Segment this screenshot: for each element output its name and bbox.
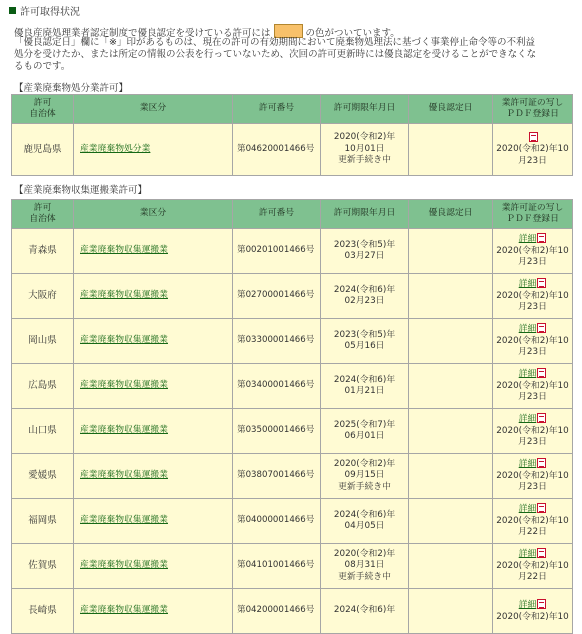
category-link[interactable]: 産業廃棄物収集運搬業 xyxy=(80,515,168,526)
cell-prefecture: 青森県 xyxy=(12,229,74,274)
pdf-icon[interactable] xyxy=(537,233,546,243)
col-header-pdf: 業許可証の写し ＰＤＦ登録日 xyxy=(493,95,573,124)
cell-prefecture: 長崎県 xyxy=(12,589,74,634)
detail-link[interactable]: 詳細 xyxy=(518,600,537,610)
col-header-prefecture: 許可 自治体 xyxy=(12,95,74,124)
cell-line: 2020(令和2)年10 xyxy=(496,380,569,391)
cell-prefecture: 岡山県 xyxy=(12,319,74,364)
cell-excellent-date xyxy=(409,229,493,274)
cell-pdf xyxy=(493,589,573,634)
cell-line: 月23日 xyxy=(518,392,547,403)
pdf-icon[interactable] xyxy=(537,548,546,558)
excellent-color-swatch xyxy=(274,24,303,38)
table-row xyxy=(12,589,573,634)
section-heading-text: 許可取得状況 xyxy=(20,6,80,18)
notice-text-before: 優良産廃処理業者認定制度で優良認定を受けている許可には xyxy=(14,28,271,39)
table-header-row xyxy=(12,95,573,124)
cell-line: 更新手続き中 xyxy=(338,481,391,492)
col-header-number: 許可番号 xyxy=(233,95,321,124)
cell-permit-number: 第02700001466号 xyxy=(233,274,321,319)
cell-excellent-date xyxy=(409,124,493,176)
cell-prefecture: 福岡県 xyxy=(12,499,74,544)
cell-pdf xyxy=(493,124,573,176)
cell-line: 2024(令和6)年 xyxy=(333,284,396,295)
pdf-icon[interactable] xyxy=(537,503,546,513)
category-link[interactable]: 産業廃棄物収集運搬業 xyxy=(80,425,168,436)
cell-line: 2020(令和2)年10 xyxy=(496,425,569,436)
collection-section-title: 【産業廃棄物収集運搬業許可】 xyxy=(14,185,148,196)
cell-excellent-date xyxy=(409,409,493,454)
cell-permit-number: 第03807001466号 xyxy=(233,454,321,499)
col-header-excellent: 優良認定日 xyxy=(409,200,493,229)
category-link[interactable]: 産業廃棄物収集運搬業 xyxy=(80,560,168,571)
cell-pdf xyxy=(493,364,573,409)
cell-line: 2020(令和2)年10 xyxy=(496,144,569,155)
cell-line: 2020(令和2)年10 xyxy=(496,290,569,301)
cell-expiry xyxy=(321,229,409,274)
pdf-icon[interactable] xyxy=(537,458,546,468)
cell-category xyxy=(74,124,233,176)
cell-line: 2024(令和6)年 xyxy=(333,509,396,520)
cell-pdf xyxy=(493,274,573,319)
category-link[interactable]: 産業廃棄物収集運搬業 xyxy=(80,470,168,481)
cell-line: 2024(令和6)年 xyxy=(333,374,396,385)
cell-pdf xyxy=(493,409,573,454)
cell-line: 月23日 xyxy=(518,302,547,313)
cell-category xyxy=(74,229,233,274)
cell-prefecture: 広島県 xyxy=(12,364,74,409)
pdf-icon[interactable] xyxy=(537,599,546,609)
cell-excellent-date xyxy=(409,274,493,319)
cell-line: 2024(令和6)年 xyxy=(333,605,396,616)
cell-line: 2020(令和2)年 xyxy=(333,132,396,143)
col-header-expiry: 許可期限年月日 xyxy=(321,200,409,229)
category-link[interactable]: 産業廃棄物収集運搬業 xyxy=(80,380,168,391)
category-link[interactable]: 産業廃棄物処分業 xyxy=(80,143,151,154)
cell-line: 2025(令和7)年 xyxy=(333,419,396,430)
cell-pdf xyxy=(493,499,573,544)
cell-line: 月23日 xyxy=(518,257,547,268)
table-row xyxy=(12,364,573,409)
cell-line: 01月21日 xyxy=(344,386,385,396)
cell-prefecture: 愛媛県 xyxy=(12,454,74,499)
cell-prefecture: 大阪府 xyxy=(12,274,74,319)
cell-line: 月23日 xyxy=(518,347,547,358)
detail-link[interactable]: 詳細 xyxy=(518,504,537,515)
cell-line: 10月01日 xyxy=(344,143,385,154)
notice-line-4: るものです。 xyxy=(14,61,71,72)
pdf-icon[interactable] xyxy=(529,132,538,142)
category-link[interactable]: 産業廃棄物収集運搬業 xyxy=(80,605,168,616)
detail-link[interactable]: 詳細 xyxy=(518,414,537,425)
cell-excellent-date xyxy=(409,364,493,409)
cell-line: 月22日 xyxy=(518,527,547,538)
cell-line: 2020(令和2)年 xyxy=(333,548,396,559)
section-heading xyxy=(9,3,80,17)
col-header-pdf: 業許可証の写し ＰＤＦ登録日 xyxy=(493,200,573,229)
pdf-icon[interactable] xyxy=(537,278,546,288)
cell-category xyxy=(74,499,233,544)
cell-excellent-date xyxy=(409,544,493,589)
cell-line: 02月23日 xyxy=(344,296,385,306)
notice-line-2: 「優良認定日」欄に「※」印があるものは、現在の許可の有効期間において廃棄物処理法に基づく事業停止命令等の不利益 xyxy=(14,37,535,48)
detail-link[interactable]: 詳細 xyxy=(518,234,537,245)
cell-line: 2020(令和2)年10 xyxy=(496,245,569,256)
col-header-excellent: 優良認定日 xyxy=(409,95,493,124)
table-row xyxy=(12,499,573,544)
cell-expiry xyxy=(321,409,409,454)
table-row xyxy=(12,544,573,589)
cell-excellent-date xyxy=(409,454,493,499)
cell-line: 2023(令和5)年 xyxy=(333,329,396,340)
cell-permit-number: 第04101001466号 xyxy=(233,544,321,589)
cell-permit-number: 第03500001466号 xyxy=(233,409,321,454)
detail-link[interactable]: 詳細 xyxy=(518,459,537,470)
col-header-category: 業区分 xyxy=(74,95,233,124)
cell-expiry xyxy=(321,124,409,176)
cell-pdf xyxy=(493,229,573,274)
cell-excellent-date xyxy=(409,499,493,544)
col-header-prefecture: 許可 自治体 xyxy=(12,200,74,229)
cell-line: 06月01日 xyxy=(344,431,385,441)
cell-category xyxy=(74,589,233,634)
col-header-category: 業区分 xyxy=(74,200,233,229)
table-header-row xyxy=(12,200,573,229)
cell-permit-number: 第04000001466号 xyxy=(233,499,321,544)
category-link[interactable]: 産業廃棄物収集運搬業 xyxy=(80,245,168,256)
cell-expiry xyxy=(321,274,409,319)
cell-line: 月23日 xyxy=(518,437,547,448)
cell-line: 2020(令和2)年10 xyxy=(496,515,569,526)
pdf-icon[interactable] xyxy=(537,323,546,333)
cell-expiry xyxy=(321,589,409,634)
cell-line: 2020(令和2)年 xyxy=(333,458,396,469)
table-row xyxy=(12,454,573,499)
notice-text-after: の色がついています。 xyxy=(305,28,400,39)
cell-permit-number: 第04200001466号 xyxy=(233,589,321,634)
notice-line-3: 処分を受けたか、または所定の情報の公表を行っていないため、次回の許可更新時には優良認定を受けることができなくな xyxy=(14,49,537,60)
detail-link[interactable]: 詳細 xyxy=(518,279,537,290)
cell-expiry xyxy=(321,319,409,364)
cell-permit-number: 第00201001466号 xyxy=(233,229,321,274)
cell-category xyxy=(74,274,233,319)
cell-category xyxy=(74,544,233,589)
table-row xyxy=(12,124,573,176)
cell-line: 04月05日 xyxy=(344,521,385,531)
table-row xyxy=(12,409,573,454)
category-link[interactable]: 産業廃棄物収集運搬業 xyxy=(80,335,168,346)
cell-excellent-date xyxy=(409,319,493,364)
cell-expiry xyxy=(321,499,409,544)
cell-permit-number: 第03400001466号 xyxy=(233,364,321,409)
cell-category xyxy=(74,319,233,364)
cell-category xyxy=(74,409,233,454)
cell-pdf xyxy=(493,544,573,589)
cell-prefecture: 山口県 xyxy=(12,409,74,454)
detail-link[interactable]: 詳細 xyxy=(518,549,537,560)
detail-link[interactable]: 詳細 xyxy=(518,324,537,335)
cell-permit-number: 第04620001466号 xyxy=(233,124,321,176)
cell-pdf xyxy=(493,454,573,499)
detail-link[interactable]: 詳細 xyxy=(518,369,537,380)
cell-line: 2020(令和2)年10 xyxy=(496,611,569,622)
cell-line: 08月31日 xyxy=(344,560,385,571)
cell-line: 05月16日 xyxy=(344,341,385,351)
cell-pdf xyxy=(493,319,573,364)
cell-permit-number: 第03300001466号 xyxy=(233,319,321,364)
cell-expiry xyxy=(321,364,409,409)
cell-excellent-date xyxy=(409,589,493,634)
cell-line: 03月27日 xyxy=(344,251,385,261)
cell-line: 月23日 xyxy=(518,155,547,166)
disposal-section-title: 【産業廃棄物処分業許可】 xyxy=(14,83,129,94)
cell-prefecture: 佐賀県 xyxy=(12,544,74,589)
cell-line: 更新手続き中 xyxy=(338,571,391,582)
cell-line: 09月15日 xyxy=(344,470,385,481)
col-header-number: 許可番号 xyxy=(233,200,321,229)
cell-category xyxy=(74,454,233,499)
cell-prefecture: 鹿児島県 xyxy=(12,124,74,176)
cell-category xyxy=(74,364,233,409)
table-row xyxy=(12,229,573,274)
category-link[interactable]: 産業廃棄物収集運搬業 xyxy=(80,290,168,301)
pdf-icon[interactable] xyxy=(537,413,546,423)
cell-line: 月22日 xyxy=(518,572,547,583)
cell-line: 2020(令和2)年10 xyxy=(496,560,569,571)
cell-line: 2023(令和5)年 xyxy=(333,239,396,250)
collection-permit-table xyxy=(11,199,573,634)
cell-line: 月23日 xyxy=(518,482,547,493)
disposal-permit-table xyxy=(11,94,573,176)
cell-expiry xyxy=(321,454,409,499)
cell-line: 2020(令和2)年10 xyxy=(496,470,569,481)
cell-expiry xyxy=(321,544,409,589)
table-row xyxy=(12,319,573,364)
cell-line: 2020(令和2)年10 xyxy=(496,335,569,346)
col-header-expiry: 許可期限年月日 xyxy=(321,95,409,124)
table-row xyxy=(12,274,573,319)
bullet-square-icon xyxy=(9,7,16,14)
cell-line: 更新手続き中 xyxy=(338,155,391,166)
pdf-icon[interactable] xyxy=(537,368,546,378)
